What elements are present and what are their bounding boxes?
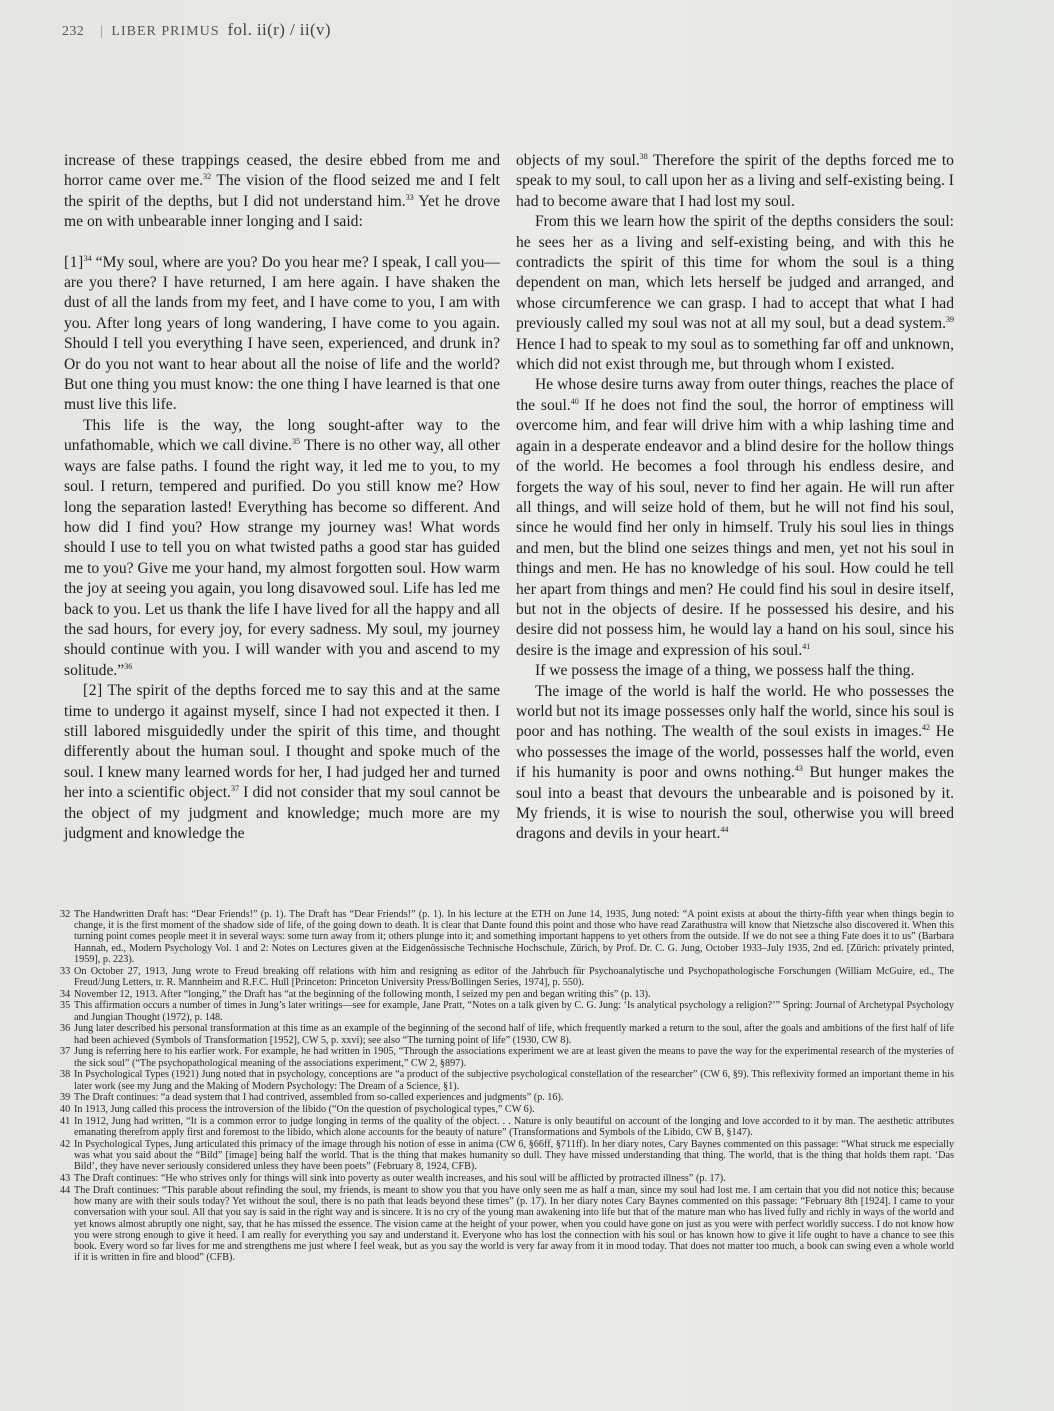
note-ref: 40: [570, 396, 579, 406]
note-ref: 33: [405, 192, 414, 202]
left-column: [64, 151, 500, 844]
footnote: 36 Jung later described his personal transformation at this time as an example of the beginning of the second half of life, which frequently marked a return to the soul, after the goals and ambitions of the first half of life had been achieved (Symbols of Transformation [1952], CW 5, p. xxvi); see also “The turning point of life” (1930, CW 8).: [60, 1023, 954, 1046]
note-ref: 42: [922, 723, 931, 733]
running-head: [62, 20, 331, 40]
section-marker: [1]: [64, 253, 84, 271]
folio-reference: fol. ii(r) / ii(v): [227, 20, 331, 39]
footnote: 37 Jung is referring here to his earlier work. For example, he had written in 1905, “Through the associations experiment we are at least given the means to pave the way for the experimental research of the mysteries of the sick soul” (“The psychopathological meaning of the associations experiment,” CW 2, §897).: [60, 1046, 954, 1069]
footnotes: [60, 909, 954, 1264]
note-ref: 39: [946, 315, 954, 325]
footnote: 43 The Draft continues: “He who strives only for things will sink into poverty as outer wealth increases, and his soul will be afflicted by protracted illness” (p. 17).: [60, 1173, 726, 1185]
footnote: 39 The Draft continues: “a dead system that I had contrived, assembled from so-called experiences and judgments” (p. 16).: [60, 1092, 564, 1104]
page-number: 232: [62, 24, 85, 39]
paragraph: $[1]^{34}$ “My soul, where are you? Do you hear me? I speak, I call you—are you there? I have returned, I am here again. I have shaken the dust of all the lands from my feet, and I have come to you, I am with you. After long years of long wandering, I have come to you again. Should I tell you everything I have seen, experienced, and drunk in? Or do you not want to hear about all the noise of life and the world? But one thing you must know: the one thing I have learned is that one must live this life.: [64, 253, 500, 414]
section-marker: [2]: [83, 682, 103, 700]
footnote: 41 In 1912, Jung had written, “It is a common error to judge longing in terms of the quality of the object. . . Nature is only beautiful on account of the longing and love accorded to it by man. The aesthetic attributes emanating therefrom apply first and foremost to the libido, which alone accounts for the beauty of nature” (Transformations and Symbols of the Libido, CW B, §147).: [60, 1116, 954, 1139]
note-ref: 38: [639, 151, 648, 161]
footnote: 40 In 1913, Jung called this process the introversion of the libido (“On the question of psychological types,” CW 6).: [60, 1104, 535, 1116]
running-head-separator: |: [100, 24, 104, 39]
book-title: LIBER PRIMUS: [111, 24, 220, 39]
footnote: 42 In Psychological Types, Jung articulated this primacy of the image through his notion of esse in anima (CW 6, §66ff, §711ff). In her diary notes, Cary Baynes commented on this passage: “What struck me especially was what you said about the “Bild” [image] being half the world. That is the thing that makes humanity so dull. They have missed understanding that thing. The world, that is the thing that holds them rapt. ‘Das Bild’, they have never seriously considered unless they have been poets” (February 8, 1924, CFB).: [60, 1139, 954, 1173]
paragraph: [2] The spirit of the depths forced me to say this and at the same time to undergo it against myself, since I had not expected it then. I still labored misguidedly under the spirit of this time, and thought differently about the human soul. I thought and spoke much of the soul. I knew many learned words for her, I had judged her and turned her into a scientific object.$^{37}$ I did not consider that my soul cannot be the object of my judgment and knowledge; much more are my judgment and knowledge the: [64, 682, 500, 842]
note-ref: 34: [83, 253, 92, 263]
note-ref: 35: [292, 437, 301, 447]
note-ref: 43: [794, 764, 803, 773]
paragraph: The image of the world is half the world. He who possesses the world but not its image possesses only half the world, since his soul is poor and has nothing. The wealth of the soul exists in images.$^{42}$ He who possesses the image of the world, possesses half the world, even if his humanity is poor and owns nothing.$^{43}$ But hunger makes the soul into a beast that devours the unbearable and is poisoned by it. My friends, it is wise to nourish the soul, otherwise you will breed dragons and devils in your heart.$^{44}$: [516, 682, 954, 843]
paragraph: If we possess the image of a thing, we possess half the thing.: [535, 662, 915, 680]
paragraph: objects of my soul.$^{38}$ Therefore the spirit of the depths forced me to speak to my soul, to call upon her as a living and self-existing being. I had to become aware that I had lost my soul.: [516, 151, 954, 210]
footnote: 35 This affirmation occurs a number of times in Jung’s later writings—see for example, Jane Pratt, “Notes on a talk given by C. G. Jung: ‘Is analytical psychology a religion?’” Spring: Journal of Archetypal Psychology and Jungian Thought (1972), p. 148.: [60, 1000, 954, 1023]
paragraph: He whose desire turns away from outer things, reaches the place of the soul.$^{40}$ If he does not find the soul, the horror of emptiness will overcome him, and fear will drive him with a whip lashing time and again in a desperate endeavor and a blind desire for the hollow things of the world. He becomes a fool through his endless desire, and forgets the way of his soul, never to find her again. He will run after all things, and will seize hold of them, but he will not find his soul, since he would find her only in himself. Truly his soul lies in things and men, but the blind one seizes things and men, yet not his soul in things and men. He has no knowledge of his soul. How could he tell her apart from things and men? He could find his soul in desire itself, but not in the objects of desire. If he possessed his desire, and his desire did not possess him, he would lay a hand on his soul, since his desire is the image and expression of his soul.$^{41}$: [516, 376, 955, 659]
footnote: 33 On October 27, 1913, Jung wrote to Freud breaking off relations with him and resigning as editor of the Jahrbuch für Psychoanalytische und Psychopathologische Forschungen (William McGuire, ed., The Freud/Jung Letters, tr. R. Mannheim and R.F.C. Hull [Princeton: Princeton University Press/Bollingen Series, 1974], p. 550).: [60, 965, 954, 988]
paragraph: increase of these trappings ceased, the desire ebbed from me and horror came over me.$^{32}$ The vision of the flood seized me and I felt the spirit of the depths, but I did not understand him.$^{33}$ Yet he drove me on with unbearable inner longing and I said:: [64, 152, 500, 231]
right-column: [516, 151, 954, 845]
note-ref: 32: [203, 172, 212, 182]
note-ref: 44: [720, 825, 729, 835]
paragraph: From this we learn how the spirit of the depths considers the soul: he sees her as a living and self-existing being, and with this he contradicts the spirit of this time for whom the soul is a thing dependent on man, which lets herself be judged and arranged, and whose circumference we can grasp. I had to accept that what I had previously called my soul was not at all my soul, but a dead system.$^{39}$ Hence I had to speak to my soul as to something far off and unknown, which did not exist through me, but through whom I existed.: [516, 213, 954, 374]
paragraph: This life is the way, the long sought-after way to the unfathomable, which we call divine.$^{35}$ There is no other way, all other ways are false paths. I found the right way, it led me to you, to my soul. I return, tempered and purified. Do you still know me? How long the separation lasted! Everything has become so different. And how did I find you? How strange my journey was! What words should I use to tell you on what twisted paths a good star has guided me to you? Give me your hand, my almost forgotten soul. How warm the joy at seeing you again, you long disavowed soul. Life has led me back to you. Let us thank the life I have lived for all the happy and all the sad hours, for every joy, for every sadness. My soul, my journey should continue with you. I will wander with you and ascend to my solitude.”$^{36}$: [64, 416, 500, 679]
footnote: 38 In Psychological Types (1921) Jung noted that in psychology, conceptions are “a product of the subjective psychological constellation of the researcher” (CW 6, §9). This reflexivity formed an important theme in his later work (see my Jung and the Making of Modern Psychology: The Dream of a Science, §1).: [60, 1069, 954, 1092]
footnote: 44 The Draft continues: “This parable about refinding the soul, my friends, is meant to show you that you have only seen me as half a man, since my soul had lost me. I am certain that you did not notice this; because how many are with their souls today? Yet without the soul, there is no path that leads beyond these times” (p. 17). In her diary notes Cary Baynes commented on this passage: “February 8th [1924]. I came to your conversation with your soul. All that you say is said in the right way and is sincere. It is no cry of the young man awakening into life but that of the mature man who has lived fully and richly in ways of the world and yet knows almost abruptly one night, say, that he has missed the essence. The vision came at the height of your power, when you could have gone on just as you were with perfect worldly success. I do not know how you were strong enough to give it heed. I am really for everything you say and understand it. Everyone who has lost the connection with his soul or has known how to give it life ought to have a chance to see this book. Every word so far lives for me and strengthens me just where I feel weak, but as you say the world is very far away from it in mood today. That does not matter too much, a book can swing even a whole world if it is written in fire and blood” (CFB).: [60, 1185, 954, 1264]
footnote: 32 The Handwritten Draft has: “Dear Friends!” (p. 1). The Draft has “Dear Friends!” (p. 1). In his lecture at the ETH on June 14, 1935, Jung noted: “A point exists at about the thirty-fifth year when things begin to change, it is the first moment of the shadow side of life, of the going down to death. It is clear that Dante found this point and those who have read Zarathustra will know that Nietzsche also discovered it. When this turning point comes people meet it in several ways: some turn away from it; others plunge into it; and something important happens to yet others from the outside. If we do not see a thing Fate does it to us” (Barbara Hannah, ed., Modern Psychology Vol. 1 and 2: Notes on Lectures given at the Eidgenössische Technische Hochschule, Zürich, by Prof. Dr. C. G. Jung, October 1933–July 1935, 2nd ed. [Zürich: privately printed, 1959], p. 223).: [60, 909, 954, 965]
note-ref: 37: [230, 784, 239, 793]
note-ref: 41: [802, 641, 811, 651]
note-ref: 36: [124, 661, 133, 671]
footnote: 34 November 12, 1913. After “longing,” the Draft has “at the beginning of the following month, I seized my pen and began writing this” (p. 13).: [60, 988, 651, 1000]
